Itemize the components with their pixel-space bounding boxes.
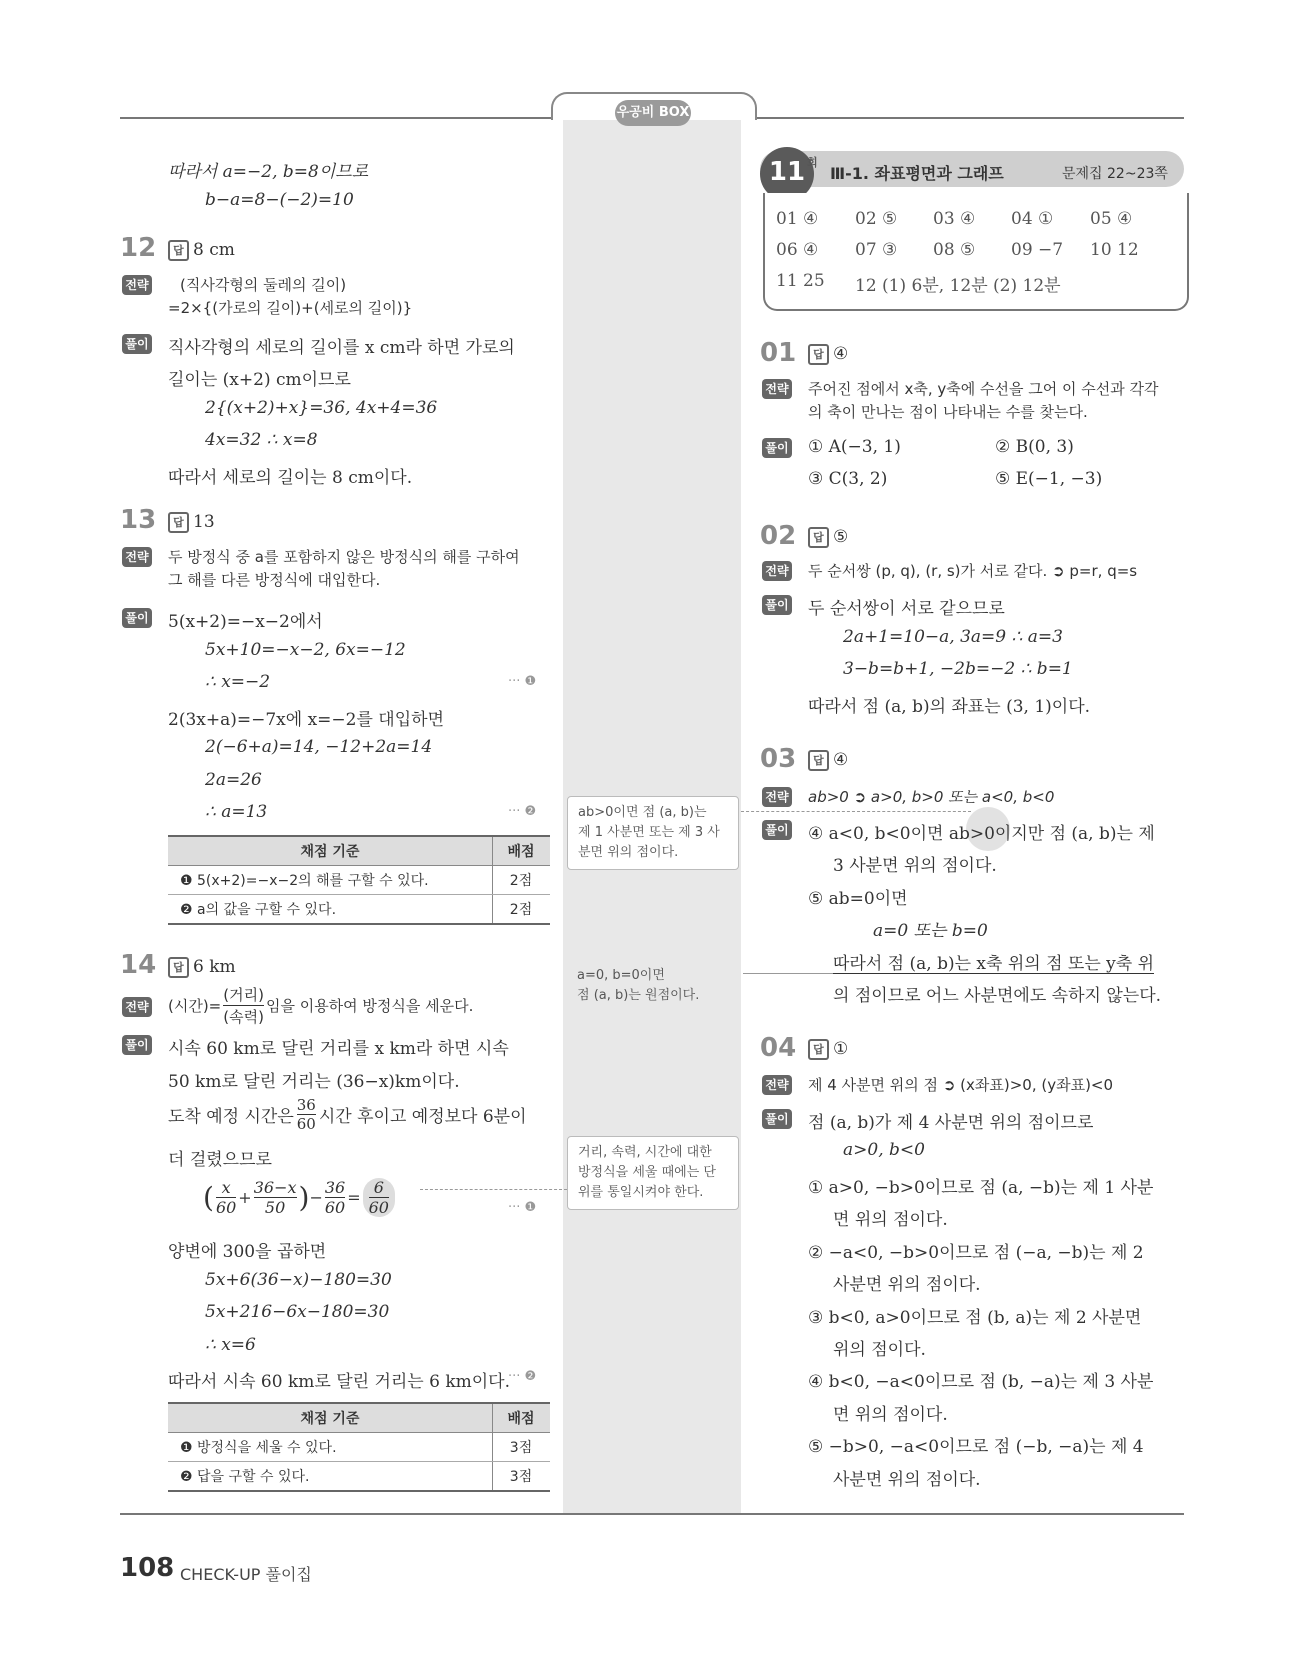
strategy-tag: 전략 <box>122 547 152 567</box>
solution-line: ③ b<0, a>0이므로 점 (b, a)는 제 2 사분면 <box>808 1308 1142 1328</box>
solution-line: 따라서 점 (a, b)는 x축 위의 점 또는 y축 위 <box>833 954 1154 974</box>
question-number: 04 <box>760 1033 797 1063</box>
solution-line: 면 위의 점이다. <box>833 1210 948 1230</box>
solution-line: 4x=32 ∴ x=8 <box>205 430 318 450</box>
answer-value: ⑤ <box>833 527 849 547</box>
answer-line <box>808 750 848 771</box>
table-cell: ❷ 답을 구할 수 있다. <box>168 1462 493 1492</box>
fraction-den: 60 <box>296 1115 316 1133</box>
strategy-tag: 전략 <box>762 561 792 581</box>
answer-value: 8 cm <box>193 240 235 260</box>
side-note <box>567 1136 739 1210</box>
solution-line: a=0 또는 b=0 <box>873 921 988 941</box>
strategy-post: 임을 이용하여 방정식을 세운다. <box>265 997 474 1015</box>
answer-cell: 07 ③ <box>855 240 898 260</box>
solution-line: 따라서 세로의 길이는 8 cm이다. <box>168 468 413 488</box>
strategy-text: 제 4 사분면 위의 점 ➲ (x좌표)>0, (y좌표)<0 <box>808 1076 1114 1094</box>
solution-line: 5x+6(36−x)−180=30 <box>205 1270 392 1290</box>
solution-line: ④ a<0, b<0이면 ab>0이지만 점 (a, b)는 제 <box>808 824 1155 844</box>
answer-line <box>168 957 236 978</box>
solution-text: 시간 후이고 예정보다 6분이 <box>318 1107 527 1127</box>
note-line: a=0, b=0이면 <box>577 968 665 983</box>
solution-line: 양변에 300을 곱하면 <box>168 1242 327 1262</box>
solution-line: 면 위의 점이다. <box>833 1405 948 1425</box>
note-line: 점 (a, b)는 원점이다. <box>577 988 700 1003</box>
solution-line: 시속 60 km로 달린 거리를 x km라 하면 시속 <box>168 1039 509 1059</box>
table-cell: ❶ 방정식을 세울 수 있다. <box>168 1433 493 1462</box>
question-number: 12 <box>120 233 157 263</box>
solution-line: 5x+10=−x−2, 6x=−12 <box>205 640 406 660</box>
table-cell: 2점 <box>493 895 551 925</box>
solution-tag: 풀이 <box>122 608 152 628</box>
section-number: 11 <box>760 147 814 201</box>
equals-sign: = <box>347 1188 361 1207</box>
solution-line: 2{(x+2)+x}=36, 4x+4=36 <box>205 398 438 418</box>
question-number: 14 <box>120 950 157 980</box>
strategy-text: 그 해를 다른 방정식에 대입한다. <box>168 571 381 589</box>
question-number: 02 <box>760 521 797 551</box>
strategy-text: 주어진 점에서 x축, y축에 수선을 그어 이 수선과 각각 <box>808 380 1159 398</box>
note-line: 방정식을 세울 때에는 단 <box>578 1165 716 1180</box>
answer-icon: 답 <box>168 957 189 978</box>
note-line: 위를 통일시켜야 한다. <box>578 1185 704 1200</box>
section-pages: 문제집 22~23쪽 <box>1062 166 1168 182</box>
section-title: Ⅲ-1. 좌표평면과 그래프 <box>830 164 1004 183</box>
question-number: 01 <box>760 338 797 368</box>
table-cell: 3점 <box>493 1433 551 1462</box>
solution-line: 5x+216−6x−180=30 <box>205 1302 390 1322</box>
fraction-den: 60 <box>324 1198 346 1217</box>
table-cell: ❶ 5(x+2)=−x−2의 해를 구할 수 있다. <box>168 866 493 895</box>
answer-cell: 08 ⑤ <box>933 240 976 260</box>
answer-value: 6 km <box>193 957 236 977</box>
answer-line <box>168 240 235 261</box>
answer-line <box>808 527 848 548</box>
answer-cell: 12 (1) 6분, 12분 (2) 12분 <box>855 276 1061 296</box>
table-row <box>168 1462 550 1492</box>
answer-cell: 09 −7 <box>1011 240 1064 260</box>
scoring-table <box>168 1402 550 1492</box>
solution-line: 3 사분면 위의 점이다. <box>833 856 997 876</box>
solution-line: 사분면 위의 점이다. <box>833 1275 981 1295</box>
step-mark: ··· ❶ <box>508 674 537 689</box>
fraction-highlighted <box>363 1178 395 1217</box>
strategy-tag: 전략 <box>122 275 152 295</box>
fraction-num: (거리) <box>223 986 264 1004</box>
solution-tag: 풀이 <box>122 1035 152 1055</box>
note-connector <box>741 811 971 812</box>
solution-tag: 풀이 <box>122 334 152 354</box>
cont-line: 따라서 a=−2, b=8이므로 <box>168 162 369 182</box>
solution-line: ∴ x=6 <box>205 1335 256 1355</box>
strategy-tag: 전략 <box>762 787 792 807</box>
box-label: 우공비 BOX <box>615 100 691 126</box>
note-connector <box>420 1189 567 1190</box>
solution-line: ② −a<0, −b>0이므로 점 (−a, −b)는 제 2 <box>808 1243 1144 1263</box>
strategy-text: ab>0 ➲ a>0, b>0 또는 a<0, b<0 <box>808 788 1055 806</box>
fraction-num: 36 <box>296 1096 316 1114</box>
answer-cell: 06 ④ <box>776 240 819 260</box>
fraction-num: 36−x <box>253 1178 297 1197</box>
page-number: 108 <box>120 1553 175 1583</box>
answer-icon: 답 <box>808 344 829 365</box>
solution-line: 3−b=b+1, −2b=−2 ∴ b=1 <box>843 659 1073 679</box>
fraction-num: x <box>216 1178 236 1198</box>
solution-text: 도착 예정 시간은 <box>168 1107 294 1127</box>
answer-cell: 05 ④ <box>1090 209 1133 229</box>
table-row <box>168 866 550 895</box>
solution-line: 의 점이므로 어느 사분면에도 속하지 않는다. <box>833 986 1162 1006</box>
table-row <box>168 895 550 925</box>
answer-icon: 답 <box>168 240 189 261</box>
solution-line: ② B(0, 3) <box>995 437 1074 457</box>
note-connector <box>743 973 843 974</box>
solution-line: ① a>0, −b>0이므로 점 (a, −b)는 제 1 사분 <box>808 1178 1154 1198</box>
table-header: 배점 <box>493 1403 551 1433</box>
solution-line: 따라서 시속 60 km로 달린 거리는 6 km이다. <box>168 1372 511 1392</box>
fraction <box>216 1178 236 1217</box>
solution-line: a>0, b<0 <box>843 1140 925 1160</box>
answer-line <box>808 344 848 365</box>
table-header: 배점 <box>493 836 551 866</box>
table-header: 채점 기준 <box>168 1403 493 1433</box>
answer-icon: 답 <box>808 1039 829 1060</box>
strategy-tag: 전략 <box>762 1075 792 1095</box>
solution-line: 점 (a, b)가 제 4 사분면 위의 점이므로 <box>808 1113 1094 1133</box>
answer-cell: 04 ① <box>1011 209 1054 229</box>
strategy-tag: 전략 <box>122 997 152 1017</box>
strategy-text <box>168 984 473 1027</box>
solution-tag: 풀이 <box>762 820 792 840</box>
solution-tag: 풀이 <box>762 438 792 458</box>
strategy-tag: 전략 <box>762 379 792 399</box>
solution-line <box>168 1096 527 1133</box>
answer-value: 13 <box>193 512 215 532</box>
minus-sign: − <box>309 1188 323 1207</box>
fraction <box>325 1178 345 1217</box>
answer-icon: 답 <box>808 750 829 771</box>
bottom-rule <box>120 1513 1184 1515</box>
book-title: CHECK-UP 풀이집 <box>180 1565 312 1584</box>
section-suffix: 회 <box>807 156 818 169</box>
answer-value: ④ <box>833 750 849 770</box>
answer-icon: 답 <box>808 527 829 548</box>
strategy-text: (직사각형의 둘레의 길이) <box>180 276 347 294</box>
solution-line: 따라서 점 (a, b)의 좌표는 (3, 1)이다. <box>808 697 1091 717</box>
answer-cell: 11 25 <box>776 271 825 291</box>
solution-line: 50 km로 달린 거리는 (36−x)km이다. <box>168 1072 460 1092</box>
equation-line <box>203 1178 397 1217</box>
paren-close: ) <box>298 1181 310 1214</box>
solution-line: ∴ x=−2 <box>205 672 271 692</box>
answer-icon: 답 <box>168 512 189 533</box>
solution-line: 2a=26 <box>205 770 262 790</box>
side-note <box>567 796 739 870</box>
plus-sign: + <box>238 1188 252 1207</box>
solution-line: 2(−6+a)=14, −12+2a=14 <box>205 737 433 757</box>
scoring-table <box>168 835 550 925</box>
solution-line: ⑤ E(−1, −3) <box>995 469 1103 489</box>
paren-open: ( <box>203 1181 214 1214</box>
solution-line: ④ b<0, −a<0이므로 점 (b, −a)는 제 3 사분 <box>808 1372 1154 1392</box>
solution-tag: 풀이 <box>762 595 792 615</box>
table-row <box>168 1433 550 1462</box>
side-note <box>567 960 737 1012</box>
solution-line: ⑤ −b>0, −a<0이므로 점 (−b, −a)는 제 4 <box>808 1437 1144 1457</box>
fraction-den: 50 <box>264 1198 286 1217</box>
answer-value: ④ <box>833 344 849 364</box>
note-line: 거리, 속력, 시간에 대한 <box>578 1145 712 1160</box>
strategy-pre: (시간)= <box>168 997 222 1015</box>
solution-line: ⑤ ab=0이면 <box>808 889 908 909</box>
solution-line: 더 걸렸으므로 <box>168 1150 272 1170</box>
solution-line: 5(x+2)=−x−2에서 <box>168 612 323 632</box>
table-header: 채점 기준 <box>168 836 493 866</box>
fraction <box>223 984 264 1027</box>
solution-line: 2(3x+a)=−7x에 x=−2를 대입하면 <box>168 710 444 730</box>
question-number: 13 <box>120 505 157 535</box>
answer-line <box>808 1039 848 1060</box>
table-cell: 2점 <box>493 866 551 895</box>
strategy-text: 의 축이 만나는 점이 나타내는 수를 찾는다. <box>808 403 1088 421</box>
solution-line: 길이는 (x+2) cm이므로 <box>168 370 351 390</box>
fraction <box>297 1096 316 1133</box>
fraction-den: (속력) <box>223 1008 264 1026</box>
note-line: 제 1 사분면 또는 제 3 사 <box>578 825 720 840</box>
solution-line: 두 순서쌍이 서로 같으므로 <box>808 599 1005 619</box>
cont-line: b−a=8−(−2)=10 <box>205 190 354 210</box>
fraction <box>254 1178 297 1217</box>
note-line: 분면 위의 점이다. <box>578 845 679 860</box>
solution-line: 위의 점이다. <box>833 1340 926 1360</box>
note-line: ab>0이면 점 (a, b)는 <box>578 805 707 820</box>
solution-line: 사분면 위의 점이다. <box>833 1470 981 1490</box>
answer-cell: 10 12 <box>1090 240 1139 260</box>
solution-line: 직사각형의 세로의 길이를 x cm라 하면 가로의 <box>168 338 515 358</box>
solution-line: ∴ a=13 <box>205 802 268 822</box>
strategy-text: 두 순서쌍 (p, q), (r, s)가 서로 같다. ➲ p=r, q=s <box>808 562 1138 580</box>
strategy-text: =2×{(가로의 길이)+(세로의 길이)} <box>168 299 413 317</box>
solution-line: 2a+1=10−a, 3a=9 ∴ a=3 <box>843 627 1063 647</box>
step-mark: ··· ❷ <box>508 804 537 819</box>
solution-line: ① A(−3, 1) <box>808 437 901 457</box>
table-cell: 3점 <box>493 1462 551 1492</box>
step-mark: ··· ❷ <box>508 1369 537 1384</box>
table-cell: ❷ a의 값을 구할 수 있다. <box>168 895 493 925</box>
solution-tag: 풀이 <box>762 1109 792 1129</box>
solution-line: ③ C(3, 2) <box>808 469 888 489</box>
answer-cell: 03 ④ <box>933 209 976 229</box>
answer-cell: 02 ⑤ <box>855 209 898 229</box>
step-mark: ··· ❶ <box>508 1200 537 1215</box>
fraction-num: 36 <box>324 1178 346 1197</box>
question-number: 03 <box>760 744 797 774</box>
answer-line <box>168 512 215 533</box>
answer-value: ① <box>833 1039 849 1059</box>
fraction-num: 6 <box>369 1178 389 1198</box>
fraction-den: 60 <box>215 1198 237 1217</box>
answer-cell: 01 ④ <box>776 209 819 229</box>
strategy-text: 두 방정식 중 a를 포함하지 않은 방정식의 해를 구하여 <box>168 548 520 566</box>
fraction-den: 60 <box>368 1198 389 1217</box>
